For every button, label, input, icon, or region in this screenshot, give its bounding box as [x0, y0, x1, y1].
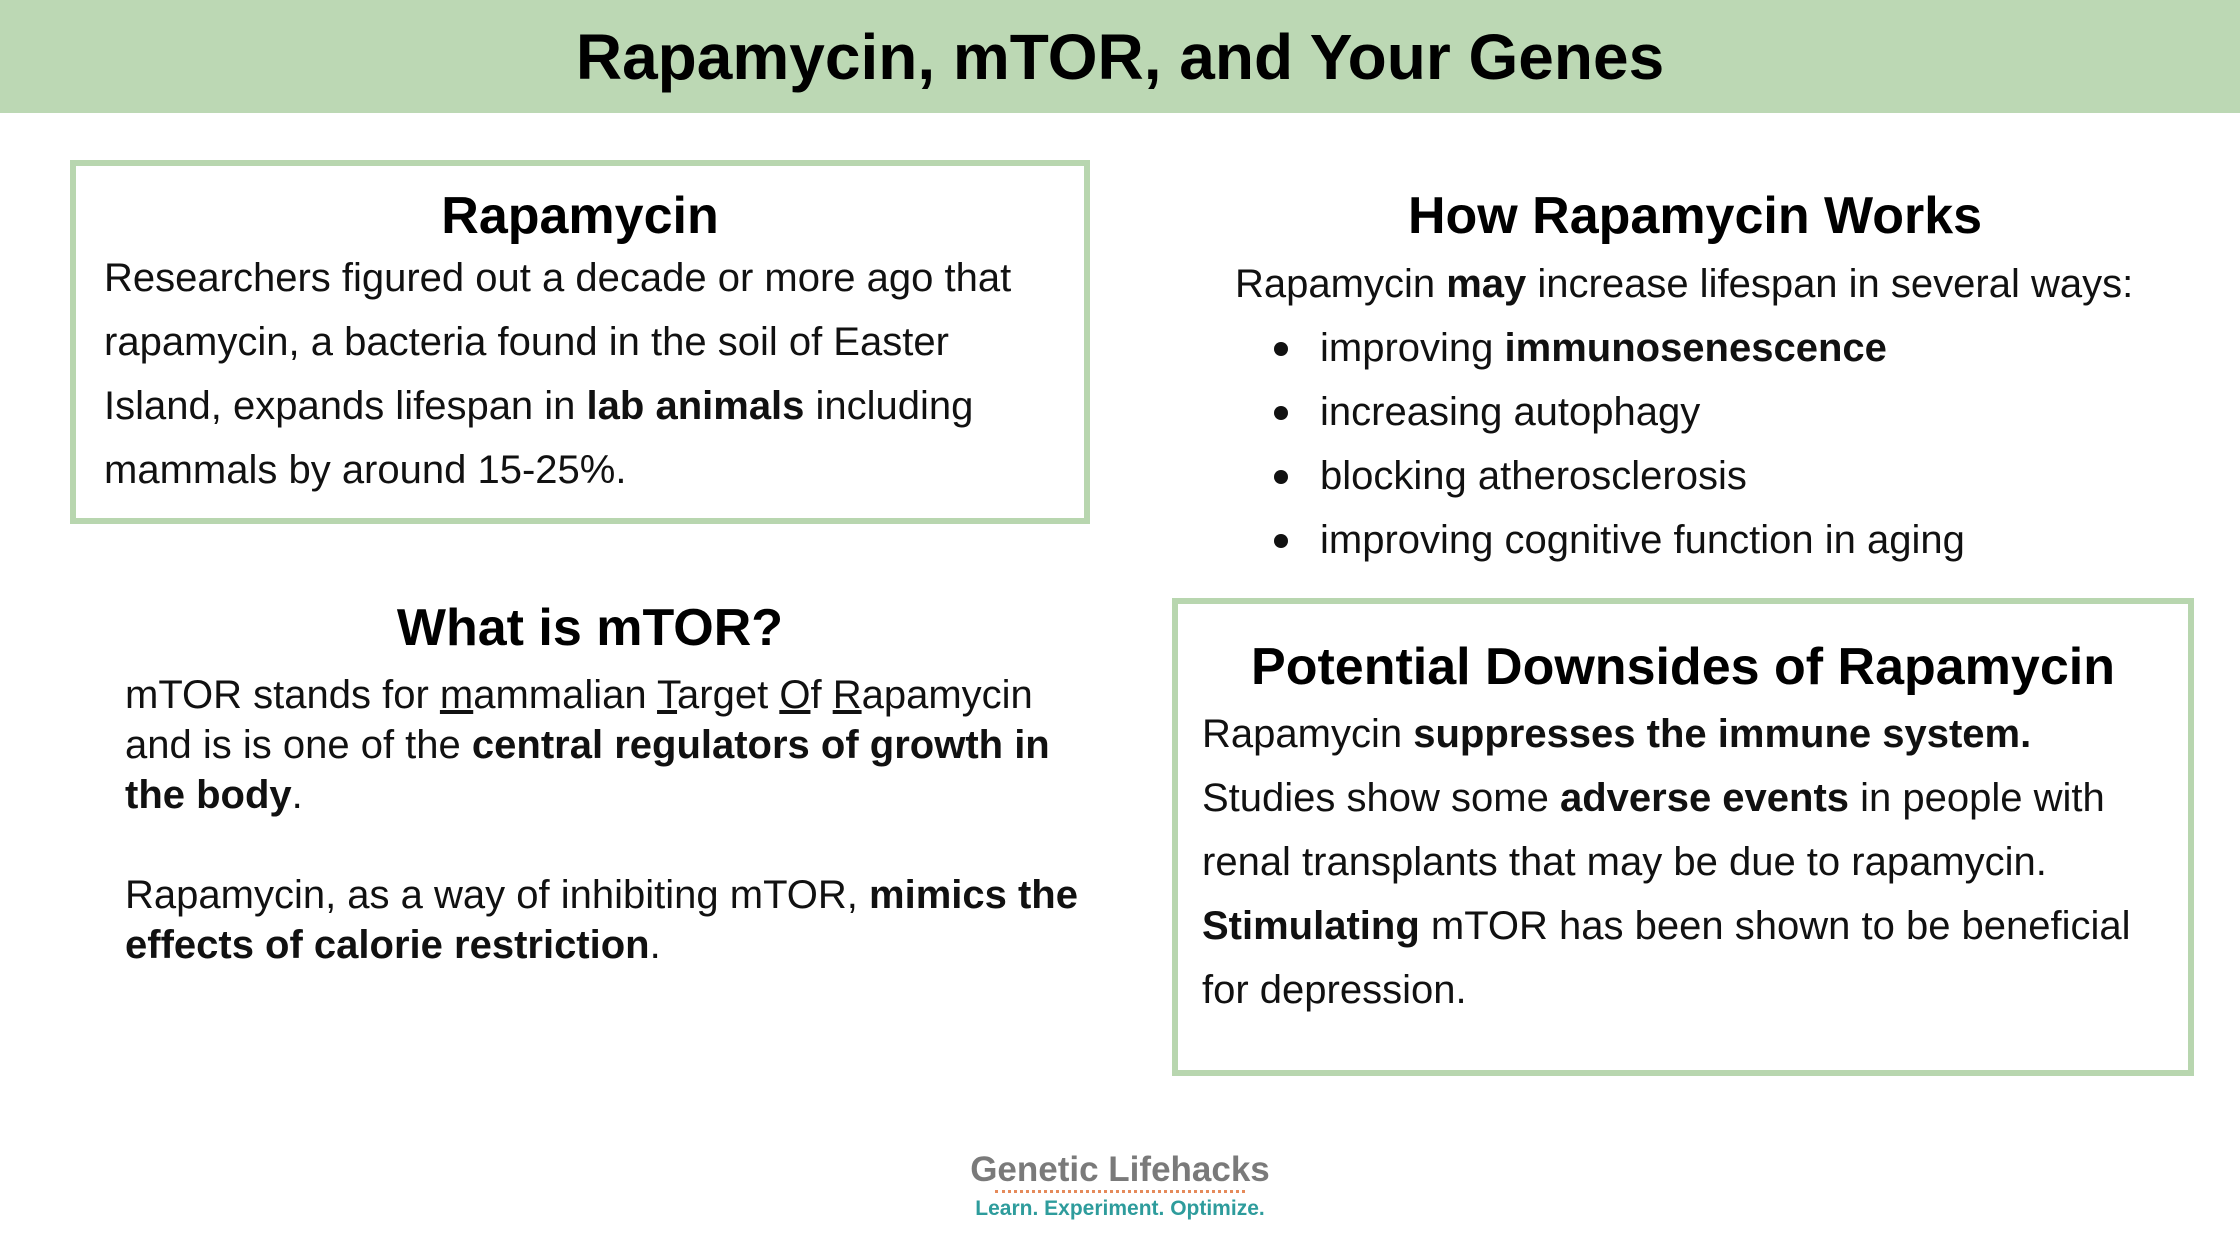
mtor-paragraph-1 — [90, 670, 1090, 820]
text-bold: central regulators of growth in the body — [125, 723, 1050, 817]
text-part: Rapamycin, as a way of inhibiting mTOR, — [125, 873, 870, 917]
text-part: Rapamycin — [1202, 712, 1414, 756]
rapamycin-text-part: Researchers figured out a decade or more ago that rapamycin, a bacteria found in the soil of Easter Island, expands lifespan in — [104, 256, 1012, 428]
intro-end: increase lifespan in several ways: — [1526, 262, 2134, 306]
benefits-list — [1190, 316, 2200, 572]
rapamycin-text-end: including mammals by around 15-25%. — [104, 384, 974, 492]
text-part: f — [810, 673, 833, 717]
rapamycin-text — [104, 246, 1056, 502]
list-item — [1320, 380, 2200, 444]
text-bold: adverse events — [1559, 776, 1850, 820]
downsides-line-2 — [1202, 766, 2164, 894]
rapamycin-panel — [70, 160, 1090, 524]
list-item-text: blocking atherosclerosis — [1320, 454, 1747, 498]
list-item-text: improving cognitive function in aging — [1320, 518, 1965, 562]
underlined-letter: R — [832, 673, 862, 717]
list-item — [1320, 316, 2200, 380]
list-item — [1320, 444, 2200, 508]
text-part: mTOR stands for — [125, 673, 440, 717]
text-bold: Stimulating — [1202, 904, 1420, 948]
logo-dotted-line — [995, 1190, 1245, 1197]
downsides-panel — [1172, 598, 2194, 1076]
underlined-letter: m — [439, 673, 474, 717]
mtor-title: What is mTOR? — [396, 599, 784, 657]
text-end: . — [649, 923, 661, 967]
text-part: Studies show some — [1202, 776, 1560, 820]
header-bar — [0, 0, 2240, 113]
downsides-line-3 — [1202, 894, 2164, 1022]
page-title: Rapamycin, mTOR, and Your Genes — [575, 20, 1665, 93]
genetic-lifehacks-logo — [900, 1150, 1340, 1221]
list-item-bold: immunosenescence — [1504, 326, 1887, 370]
underlined-letter: T — [657, 673, 678, 717]
downsides-line-1 — [1202, 702, 2164, 766]
text-part: ammalian — [473, 673, 658, 717]
rapamycin-title: Rapamycin — [441, 187, 719, 245]
underlined-letter: O — [779, 673, 811, 717]
list-item-text: improving — [1320, 326, 1505, 370]
intro-bold: may — [1446, 262, 1527, 306]
list-item — [1320, 508, 2200, 572]
text-part: in people with renal transplants that may be due to rapamycin. — [1202, 776, 2105, 884]
intro-part: Rapamycin — [1235, 262, 1447, 306]
mtor-paragraph-2 — [90, 870, 1090, 970]
text-part: apamycin and is is one of the — [125, 673, 1033, 767]
how-works-intro — [1190, 252, 2200, 316]
text-part: mTOR has been shown to be beneficial for depression. — [1202, 904, 2131, 1012]
text-bold: mimics the effects of calorie restriction — [125, 873, 1078, 967]
logo-tagline: Learn. Experiment. Optimize. — [975, 1197, 1265, 1220]
how-rapamycin-works-panel — [1190, 180, 2200, 560]
text-part: arget — [677, 673, 780, 717]
rapamycin-text-bold: lab animals — [586, 384, 805, 428]
list-item-text: increasing autophagy — [1320, 390, 1701, 434]
how-works-title: How Rapamycin Works — [1407, 187, 1983, 245]
downsides-title: Potential Downsides of Rapamycin — [1251, 638, 2115, 696]
text-end: . — [291, 773, 303, 817]
text-bold: suppresses the immune system. — [1413, 712, 2032, 756]
what-is-mtor-panel — [90, 590, 1090, 1010]
logo-name: Genetic Lifehacks — [970, 1150, 1270, 1189]
